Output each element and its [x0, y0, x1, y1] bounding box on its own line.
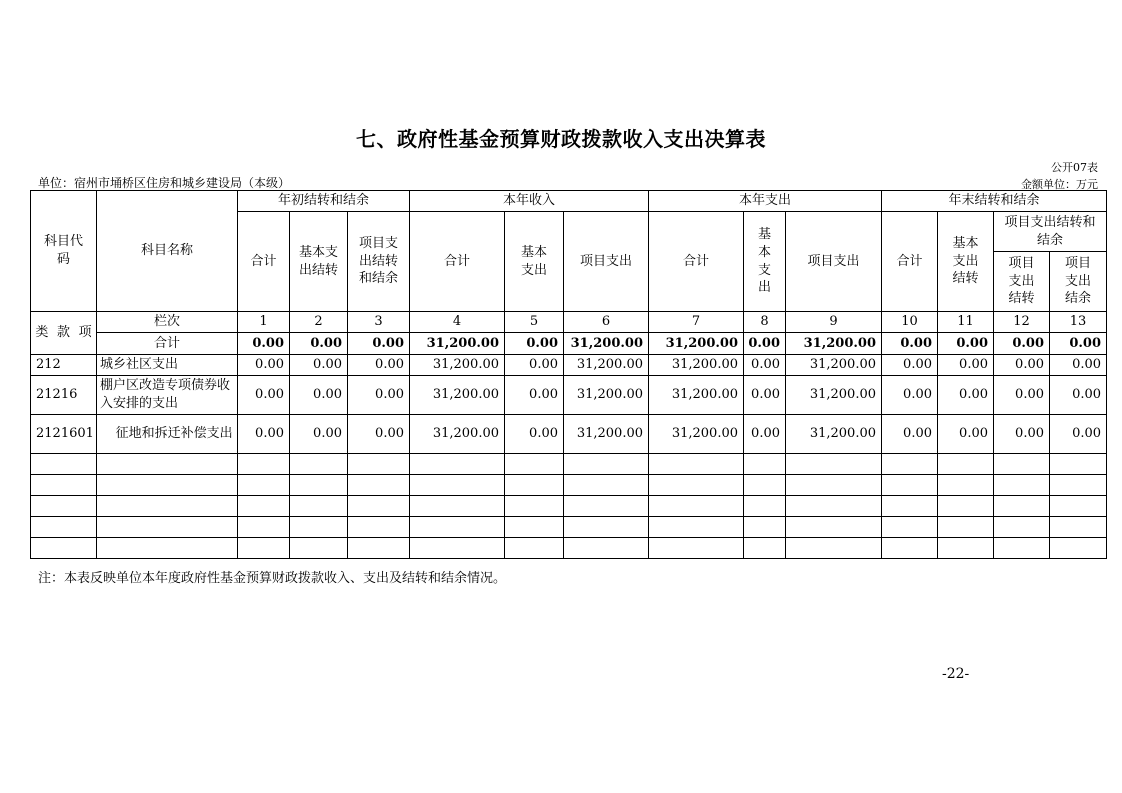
row-value: 31,200.00	[649, 415, 744, 454]
table-row	[31, 355, 1107, 376]
table-row	[31, 376, 1107, 415]
row-value: 0.00	[238, 376, 290, 415]
unit-label: 单位：宿州市埇桥区住房和城乡建设局（本级）	[38, 176, 291, 190]
header-g1-basic: 基本支出结转	[290, 212, 348, 312]
empty-row	[31, 538, 1107, 559]
row-value: 31,200.00	[564, 376, 649, 415]
row-value: 31,200.00	[649, 376, 744, 415]
row-value: 0.00	[882, 376, 938, 415]
col-number: 7	[649, 312, 744, 333]
row-value: 0.00	[348, 376, 410, 415]
row-value: 0.00	[238, 415, 290, 454]
row-value: 0.00	[238, 355, 290, 376]
header-g4-project-group: 项目支出结转和结余	[994, 212, 1107, 252]
row-value: 31,200.00	[786, 376, 882, 415]
total-cell: 31,200.00	[649, 333, 744, 355]
row-value: 31,200.00	[786, 355, 882, 376]
row-value: 0.00	[290, 415, 348, 454]
row-value: 0.00	[938, 376, 994, 415]
header-g3-basic: 基本支出	[744, 212, 786, 312]
table-note: 注：本表反映单位本年度政府性基金预算财政拨款收入、支出及结转和结余情况。	[38, 571, 507, 586]
row-value: 0.00	[1050, 355, 1107, 376]
row-value: 0.00	[938, 355, 994, 376]
header-name: 科目名称	[97, 191, 238, 312]
row-value: 0.00	[744, 415, 786, 454]
xiang-label: 项	[78, 325, 92, 341]
header-g2-basic: 基本支出	[505, 212, 564, 312]
col-number: 2	[290, 312, 348, 333]
row-value: 0.00	[290, 355, 348, 376]
header-group-income: 本年收入	[410, 191, 649, 212]
row-value: 0.00	[994, 355, 1050, 376]
total-cell: 0.00	[348, 333, 410, 355]
row-value: 0.00	[938, 415, 994, 454]
col-number: 6	[564, 312, 649, 333]
header-g1-project: 项目支出结转和结余	[348, 212, 410, 312]
total-cell: 31,200.00	[410, 333, 505, 355]
row-name: 征地和拆迁补偿支出	[97, 415, 238, 454]
row-value: 0.00	[1050, 415, 1107, 454]
row-value: 0.00	[505, 376, 564, 415]
form-number: 公开07表	[1051, 161, 1098, 174]
header-group-expense: 本年支出	[649, 191, 882, 212]
heji-label: 合计	[97, 333, 238, 355]
total-cell: 0.00	[505, 333, 564, 355]
header-g1-total: 合计	[238, 212, 290, 312]
table-row	[31, 415, 1107, 454]
col-number: 5	[505, 312, 564, 333]
lei-label: 类	[35, 325, 49, 341]
total-cell: 0.00	[744, 333, 786, 355]
empty-row	[31, 475, 1107, 496]
empty-row	[31, 517, 1107, 538]
total-cell: 0.00	[1050, 333, 1107, 355]
row-value: 31,200.00	[649, 355, 744, 376]
row-value: 0.00	[505, 415, 564, 454]
total-cell: 0.00	[938, 333, 994, 355]
page-number: -22-	[942, 666, 970, 682]
row-value: 31,200.00	[410, 376, 505, 415]
total-row	[31, 333, 1107, 355]
row-code: 21216	[31, 376, 97, 415]
total-cell: 31,200.00	[786, 333, 882, 355]
row-code: 212	[31, 355, 97, 376]
row-value: 0.00	[882, 415, 938, 454]
header-code: 科目代码	[31, 191, 97, 312]
row-value: 0.00	[994, 415, 1050, 454]
total-cell: 0.00	[238, 333, 290, 355]
total-cell: 0.00	[882, 333, 938, 355]
header-row-1	[31, 191, 1107, 212]
header-g4-basic: 基本支出结转	[938, 212, 994, 312]
header-g3-total: 合计	[649, 212, 744, 312]
col-number: 12	[994, 312, 1050, 333]
row-value: 31,200.00	[410, 355, 505, 376]
row-value: 0.00	[348, 415, 410, 454]
row-value: 0.00	[744, 355, 786, 376]
row-value: 0.00	[1050, 376, 1107, 415]
lanci-label: 栏次	[97, 312, 238, 333]
row-value: 31,200.00	[564, 355, 649, 376]
col-number: 1	[238, 312, 290, 333]
row-value: 31,200.00	[564, 415, 649, 454]
row-value: 31,200.00	[410, 415, 505, 454]
empty-row	[31, 454, 1107, 475]
row-value: 0.00	[994, 376, 1050, 415]
header-g4-total: 合计	[882, 212, 938, 312]
empty-row	[31, 496, 1107, 517]
header-group-opening: 年初结转和结余	[238, 191, 410, 212]
row-value: 0.00	[505, 355, 564, 376]
amount-unit: 金额单位：万元	[1021, 178, 1098, 191]
row-value: 31,200.00	[786, 415, 882, 454]
budget-table	[30, 190, 1107, 559]
col-number: 10	[882, 312, 938, 333]
lei-kuan-xiang-cell	[31, 312, 97, 355]
col-number: 4	[410, 312, 505, 333]
total-cell: 31,200.00	[564, 333, 649, 355]
header-g4-project-balance: 项目支出结余	[1050, 252, 1107, 312]
row-value: 0.00	[348, 355, 410, 376]
header-g2-project: 项目支出	[564, 212, 649, 312]
col-number: 8	[744, 312, 786, 333]
header-g2-total: 合计	[410, 212, 505, 312]
total-cell: 0.00	[994, 333, 1050, 355]
total-cell: 0.00	[290, 333, 348, 355]
col-number: 11	[938, 312, 994, 333]
col-number: 13	[1050, 312, 1107, 333]
row-value: 0.00	[744, 376, 786, 415]
col-number: 9	[786, 312, 882, 333]
header-g4-project-carry: 项目支出结转	[994, 252, 1050, 312]
page-title: 七、政府性基金预算财政拨款收入支出决算表	[356, 127, 766, 151]
header-group-closing: 年末结转和结余	[882, 191, 1107, 212]
row-name: 城乡社区支出	[97, 355, 238, 376]
row-code: 2121601	[31, 415, 97, 454]
row-value: 0.00	[882, 355, 938, 376]
header-g3-project: 项目支出	[786, 212, 882, 312]
col-number: 3	[348, 312, 410, 333]
kuan-label: 款	[56, 325, 70, 341]
row-value: 0.00	[290, 376, 348, 415]
column-number-row	[31, 312, 1107, 333]
row-name: 棚户区改造专项债券收入安排的支出	[97, 376, 238, 415]
